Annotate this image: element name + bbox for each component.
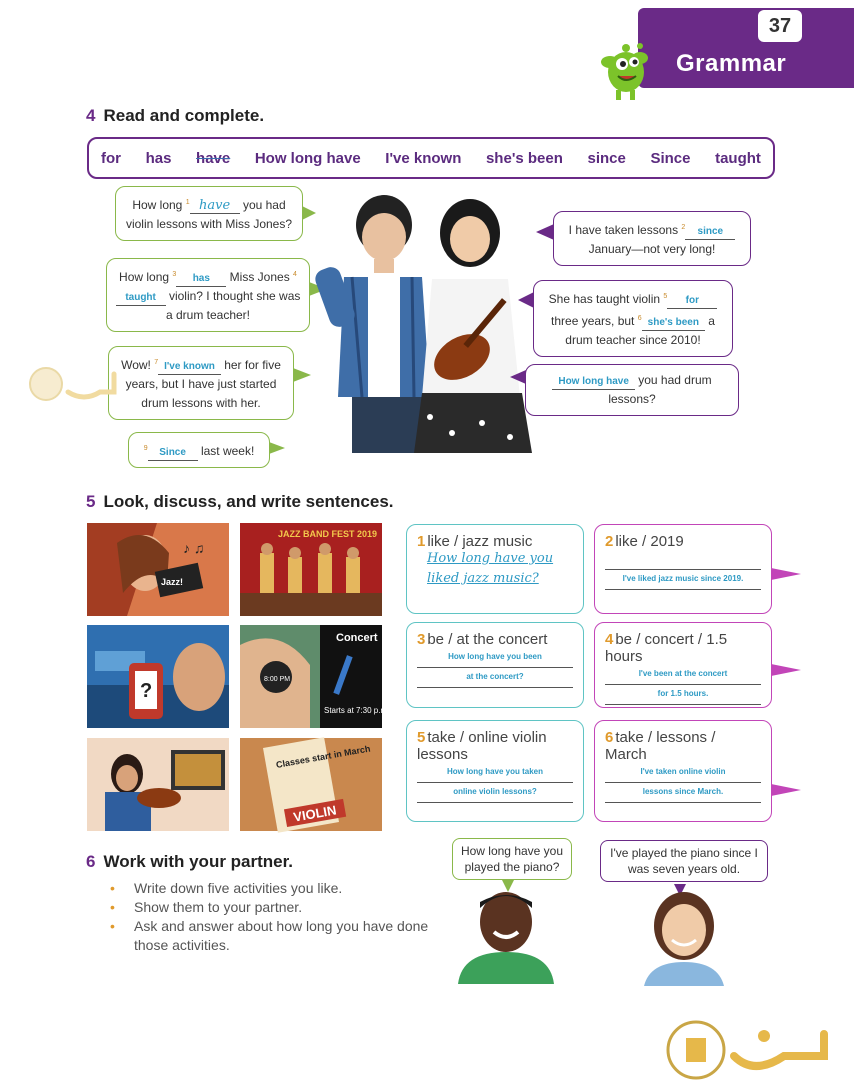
sentence-card-1: 1 like / jazz music How long have you liked jazz music? — [406, 524, 584, 614]
picture-jazz-fest — [240, 523, 382, 616]
word-bank-item: taught — [715, 149, 761, 167]
word-bank-item-used: have — [196, 149, 231, 167]
answer-bubble: I've played the piano since I was seven years old. — [600, 840, 768, 882]
answer-5[interactable]: for — [667, 294, 717, 309]
boy-photo — [452, 888, 560, 984]
page-number: 37 — [756, 8, 804, 44]
speech-bubble-2: How long $^3$ has Miss Jones $^4$taught violin? I thought she was a drum teacher! — [106, 258, 310, 332]
card-1-answer-line-2[interactable]: liked jazz music? — [427, 571, 539, 586]
speech-bubble-7: How long have you had drum lessons? — [525, 364, 739, 416]
answer-6[interactable]: she's been — [642, 316, 705, 331]
girl-photo — [640, 890, 728, 986]
ex6-instructions — [110, 879, 440, 955]
mascot-icon — [596, 38, 654, 102]
sentence-card-2: 2 like / 2019 I've liked jazz music since 2019. — [594, 524, 772, 614]
speech-bubble-3: Wow! $^7$ I've known her for five years, but I have just started drum lessons with her. — [108, 346, 294, 420]
card-2-answer-line-2[interactable]: I've liked jazz music since 2019. — [605, 570, 761, 590]
instruction-item: • Show them to your partner. — [110, 898, 440, 917]
picture-jazz-listener — [87, 523, 229, 616]
ex5-heading — [86, 492, 394, 512]
card-5-answer-line-1[interactable]: How long have you taken — [417, 763, 573, 783]
ex6-title: Work with your partner. — [103, 852, 294, 871]
watch-time: 8:00 PM — [264, 676, 291, 683]
watermark-logo — [28, 364, 120, 404]
speech-bubble-4: $^9$ Since last week! — [128, 432, 270, 468]
word-bank-item: has — [145, 149, 172, 167]
poster-time: Starts at 7:30 p.m. — [324, 706, 390, 715]
picture-concert-poster — [240, 625, 390, 728]
speech-bubble-1: How long $^1$ have you had violin lessons with Miss Jones? — [115, 186, 303, 241]
answer-3[interactable]: has — [176, 272, 226, 287]
word-bank-item: she's been — [485, 149, 563, 167]
card-6-answer-line-2[interactable]: lessons since March. — [605, 783, 761, 803]
flyer-word: VIOLIN — [292, 802, 338, 825]
word-bank — [87, 137, 775, 179]
card-4-answer-line-2[interactable]: for 1.5 hours. — [605, 685, 761, 705]
word-bank-item: How long have — [254, 149, 361, 167]
card-2-answer-line-1[interactable] — [605, 550, 761, 570]
word-bank-item: I've known — [385, 149, 462, 167]
sentence-card-4: 4 be / concert / 1.5 hours I've been at the concert for 1.5 hours. — [594, 622, 772, 708]
question-bubble: How long have you played the piano? — [452, 838, 572, 880]
svg-text:?: ? — [140, 680, 153, 702]
speech-bubble-6: She has taught violin $^5$ for three years, but $^6$ she's been a drum teacher since 2010! — [533, 280, 733, 357]
sentence-card-3: 3 be / at the concert How long have you been at the concert? — [406, 622, 584, 708]
word-bank-item: Since — [650, 149, 691, 167]
poster-title: Concert — [336, 632, 378, 644]
card-6-answer-line-1[interactable]: I've taken online violin — [605, 763, 761, 783]
fest-banner: JAZZ BAND FEST 2019 — [278, 529, 378, 539]
instruction-item: • Ask and answer about how long you have done those activities. — [110, 917, 440, 955]
card-3-answer-line-1[interactable]: How long have you been — [417, 648, 573, 668]
flyer-text: Classes start in March — [275, 743, 372, 770]
picture-phone-concert — [87, 625, 229, 718]
page-title: Grammar — [676, 50, 787, 77]
card-4-answer-line-1[interactable]: I've been at the concert — [605, 665, 761, 685]
answer-7[interactable]: I've known — [158, 360, 221, 375]
jazz-sign: Jazz! — [161, 577, 184, 587]
ex4-title: Read and complete. — [103, 106, 265, 125]
speech-bubble-5: I have taken lessons $^2$ since January—not very long! — [553, 211, 751, 266]
word-bank-item: since — [587, 149, 626, 167]
ex6-number: 6 — [86, 852, 96, 871]
children-photo — [322, 197, 532, 453]
answer-8[interactable]: How long have — [552, 375, 635, 390]
ex5-number: 5 — [86, 492, 96, 511]
instruction-item: • Write down five activities you like. — [110, 879, 440, 898]
sentence-card-5: 5 take / online violin lessons How long have you taken online violin lessons? — [406, 720, 584, 822]
ex6-heading — [86, 852, 293, 872]
picture-violin-flyer — [240, 738, 382, 831]
card-1-answer-line-1[interactable]: How long have you — [427, 551, 554, 566]
sentence-card-6: 6 take / lessons / March I've taken online violin lessons since March. — [594, 720, 772, 822]
answer-2[interactable]: since — [685, 225, 735, 240]
card-3-answer-line-2[interactable]: at the concert? — [417, 668, 573, 688]
answer-1[interactable]: have — [190, 199, 240, 214]
answer-4[interactable]: taught — [116, 291, 166, 306]
word-bank-item: for — [101, 149, 121, 167]
answer-9[interactable]: Since — [148, 446, 198, 461]
card-5-answer-line-2[interactable]: online violin lessons? — [417, 783, 573, 803]
ex4-heading — [86, 106, 264, 126]
ex4-number: 4 — [86, 106, 96, 125]
svg-text:♪ ♫: ♪ ♫ — [183, 540, 205, 556]
ex5-title: Look, discuss, and write sentences. — [103, 492, 394, 511]
site-logo — [664, 1016, 844, 1082]
picture-online-violin — [87, 738, 229, 831]
